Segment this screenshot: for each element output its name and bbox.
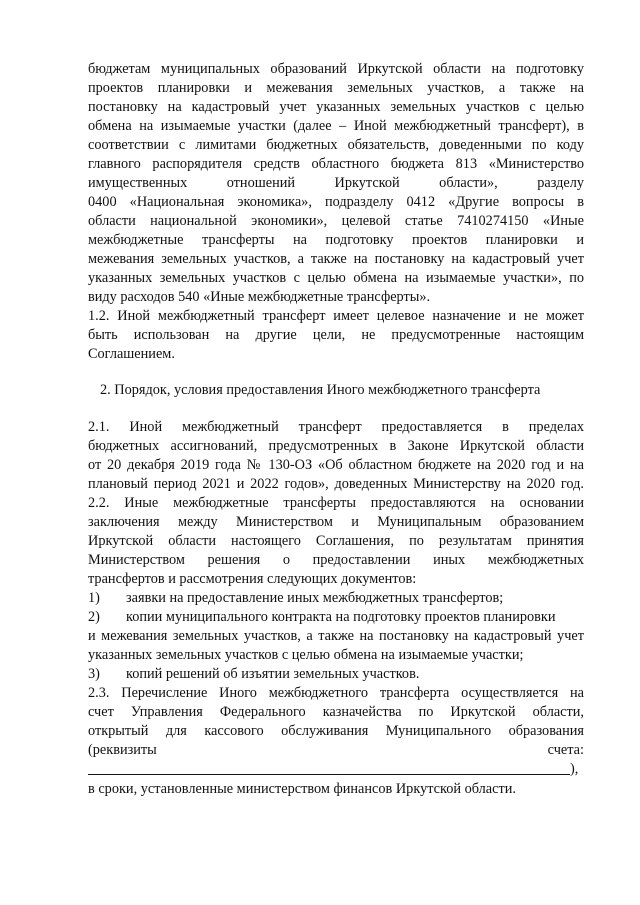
list-number: 1) (88, 590, 100, 606)
paragraph-line: постановку на кадастровый учет указанных земельных участков с целью (88, 99, 584, 115)
paragraph-line: от 20 декабря 2019 года № 130-ОЗ «Об областном бюджете на 2020 год и на (88, 457, 584, 473)
paragraph-line: виду расходов 540 «Иные межбюджетные трансферты». (88, 289, 431, 305)
paragraph-line: обмена на изымаемые участки (далее – Иной межбюджетный трансферт), в (88, 118, 584, 134)
paragraph-line: области национальной экономики», целевой статье 7410274150 «Иные (88, 213, 584, 229)
paragraph-line: 1.2. Иной межбюджетный трансферт имеет целевое назначение и не может (88, 308, 584, 324)
paragraph-line: главного распорядителя средств областного бюджета 813 «Министерство (88, 156, 584, 172)
paragraph-line: бюджетных ассигнований, предусмотренных в Законе Иркутской области (88, 438, 584, 454)
list-item (88, 665, 584, 684)
requisites-blank (88, 774, 570, 775)
paragraph-line: быть использован на другие цели, не предусмотренные настоящим (88, 327, 584, 343)
requisites-label: (реквизиты (88, 742, 157, 758)
list-text: заявки на предоставление иных межбюджетных трансфертов; (126, 590, 504, 606)
list-text: копии муниципального контракта на подготовку проектов планировки (126, 609, 556, 625)
section-heading: 2. Порядок, условия предоставления Иного межбюджетного трансферта (100, 382, 541, 398)
paragraph-line: счет Управления Федерального казначейства по Иркутской области, (88, 704, 584, 720)
paragraph-line: заключения между Министерством и Муниципальным образованием (88, 514, 584, 530)
paragraph-line: межбюджетные трансферты на подготовку проектов планировки и (88, 232, 584, 248)
paragraph-line: трансфертов и рассмотрения следующих документов: (88, 571, 417, 587)
paragraph-line: в сроки, установленные министерством финансов Иркутской области. (88, 781, 516, 797)
list-text: копий решений об изъятии земельных участков. (126, 666, 420, 682)
paragraph-line: 2.2. Иные межбюджетные трансферты предоставляются на основании (88, 495, 584, 511)
paragraph-line: Министерством решения о предоставлении иных межбюджетных (88, 552, 584, 568)
paragraph-line: Соглашением. (88, 346, 175, 362)
blank-close: ), (570, 761, 579, 777)
paragraph-line: 2.3. Перечисление Иного межбюджетного трансферта осуществляется на (88, 685, 584, 701)
paragraph-line: открытый для кассового обслуживания Муниципального образования (88, 723, 584, 739)
list-number: 2) (88, 609, 100, 625)
paragraph-line: соответствии с лимитами бюджетных обязательств, доведенными по коду (88, 137, 584, 153)
list-item (88, 608, 584, 627)
list-number: 3) (88, 666, 100, 682)
paragraph-line: указанных земельных участков с целью обмена на изымаемые участки; (88, 647, 524, 663)
list-item (88, 589, 584, 608)
paragraph-line: 2.1. Иной межбюджетный трансферт предоставляется в пределах (88, 419, 584, 435)
paragraph-line: Иркутской области настоящего Соглашения, по результатам принятия (88, 533, 584, 549)
paragraph-line: межевания земельных участков, а также на постановку на кадастровый учет (88, 251, 584, 267)
paragraph-line: имущественных отношений Иркутской области», разделу (88, 175, 584, 191)
paragraph-line: указанных земельных участков с целью обмена на изымаемые участки», по (88, 270, 584, 286)
paragraph-line: 0400 «Национальная экономика», подразделу 0412 «Другие вопросы в (88, 194, 584, 210)
paragraph-line: проектов планировки и межевания земельных участков, а также на (88, 80, 584, 96)
paragraph-line: плановый период 2021 и 2022 годов», доведенных Министерству на 2020 год. (88, 476, 584, 492)
paragraph-line: бюджетам муниципальных образований Иркутской области на подготовку (88, 61, 584, 77)
paragraph-line: и межевания земельных участков, а также на постановку на кадастровый учет (88, 628, 584, 644)
requisites-line (88, 741, 584, 760)
account-label: счета: (547, 742, 584, 758)
